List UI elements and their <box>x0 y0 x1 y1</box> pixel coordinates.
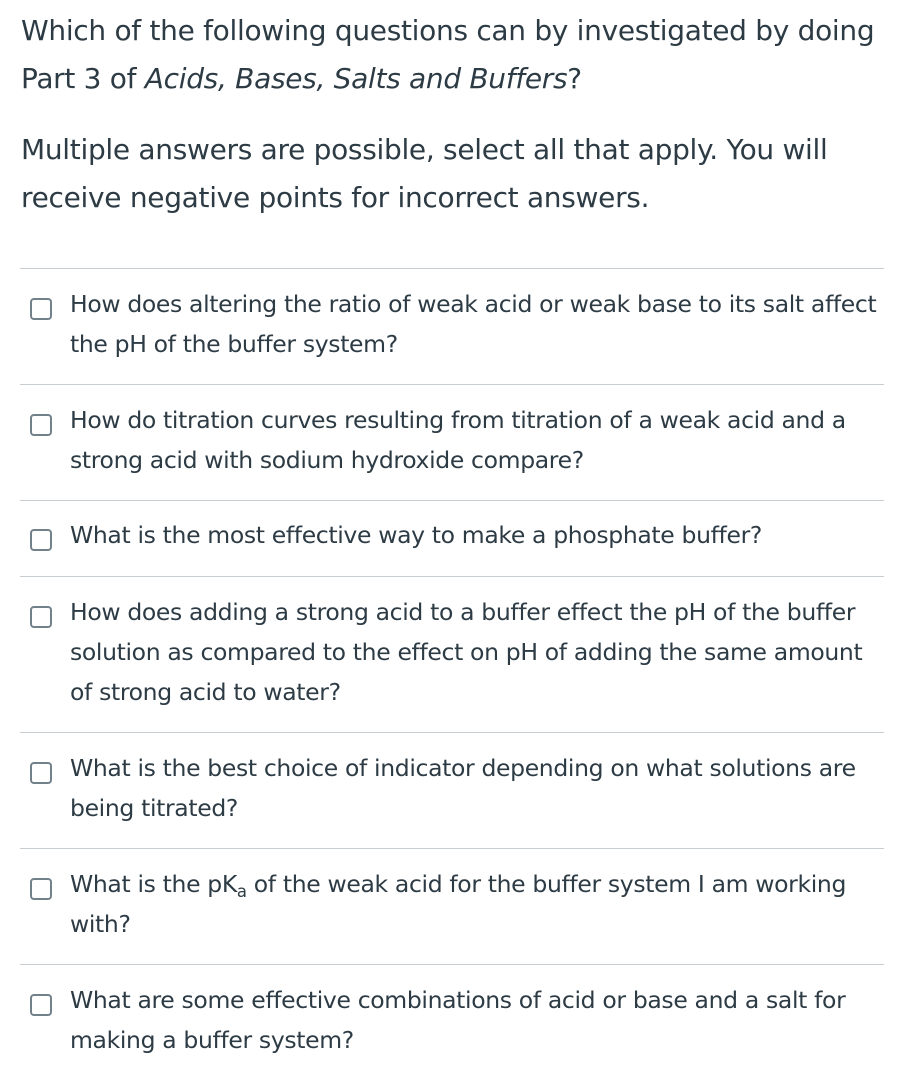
answer-option-2[interactable] <box>20 384 884 500</box>
question-prompt <box>21 7 883 103</box>
answer-option-6[interactable] <box>20 848 884 964</box>
answer-option-3[interactable] <box>20 500 884 576</box>
answer-text-7: What are some effective combinations of acid or base and a salt for making a buffer system? <box>70 986 846 1054</box>
answer-checkbox-5[interactable] <box>30 762 52 784</box>
question-title: Acids, Bases, Salts and Buffers <box>144 62 568 95</box>
answer-checkbox-3[interactable] <box>30 529 52 551</box>
answer-option-4[interactable] <box>20 576 884 732</box>
answer-checkbox-1[interactable] <box>30 298 52 320</box>
answer-text-5: What is the best choice of indicator depending on what solutions are being titrated? <box>70 754 856 822</box>
answer-text-1: How does altering the ratio of weak acid or weak base to its salt affect the pH of the buffer system? <box>70 290 877 358</box>
answer-text-6-before: What is the pK <box>70 870 237 898</box>
question-suffix: ? <box>567 62 582 95</box>
answer-list <box>20 268 884 1090</box>
instructions: Multiple answers are possible, select all that apply. You will receive negative points for incorrect answers. <box>21 133 828 214</box>
answer-option-7[interactable] <box>20 964 884 1090</box>
answer-option-1[interactable] <box>20 268 884 384</box>
answer-checkbox-4[interactable] <box>30 606 52 628</box>
answer-checkbox-6[interactable] <box>30 878 52 900</box>
answer-checkbox-2[interactable] <box>30 414 52 436</box>
answer-option-5[interactable] <box>20 732 884 848</box>
question-prefix: Which of the following questions can by investigated by doing Part 3 of <box>21 14 875 95</box>
answer-text-6-after: of the weak acid for the buffer system I am working with? <box>70 870 847 938</box>
answer-text-6 <box>70 864 878 944</box>
answer-text-4: How does adding a strong acid to a buffer effect the pH of the buffer solution as compared to the effect on pH of adding the same amount of strong acid to water? <box>70 598 863 706</box>
answer-checkbox-7[interactable] <box>30 994 52 1016</box>
answer-text-2: How do titration curves resulting from titration of a weak acid and a strong acid with sodium hydroxide compare? <box>70 406 846 474</box>
answer-text-3: What is the most effective way to make a phosphate buffer? <box>70 521 763 549</box>
answer-text-6-subscript: a <box>236 881 247 901</box>
